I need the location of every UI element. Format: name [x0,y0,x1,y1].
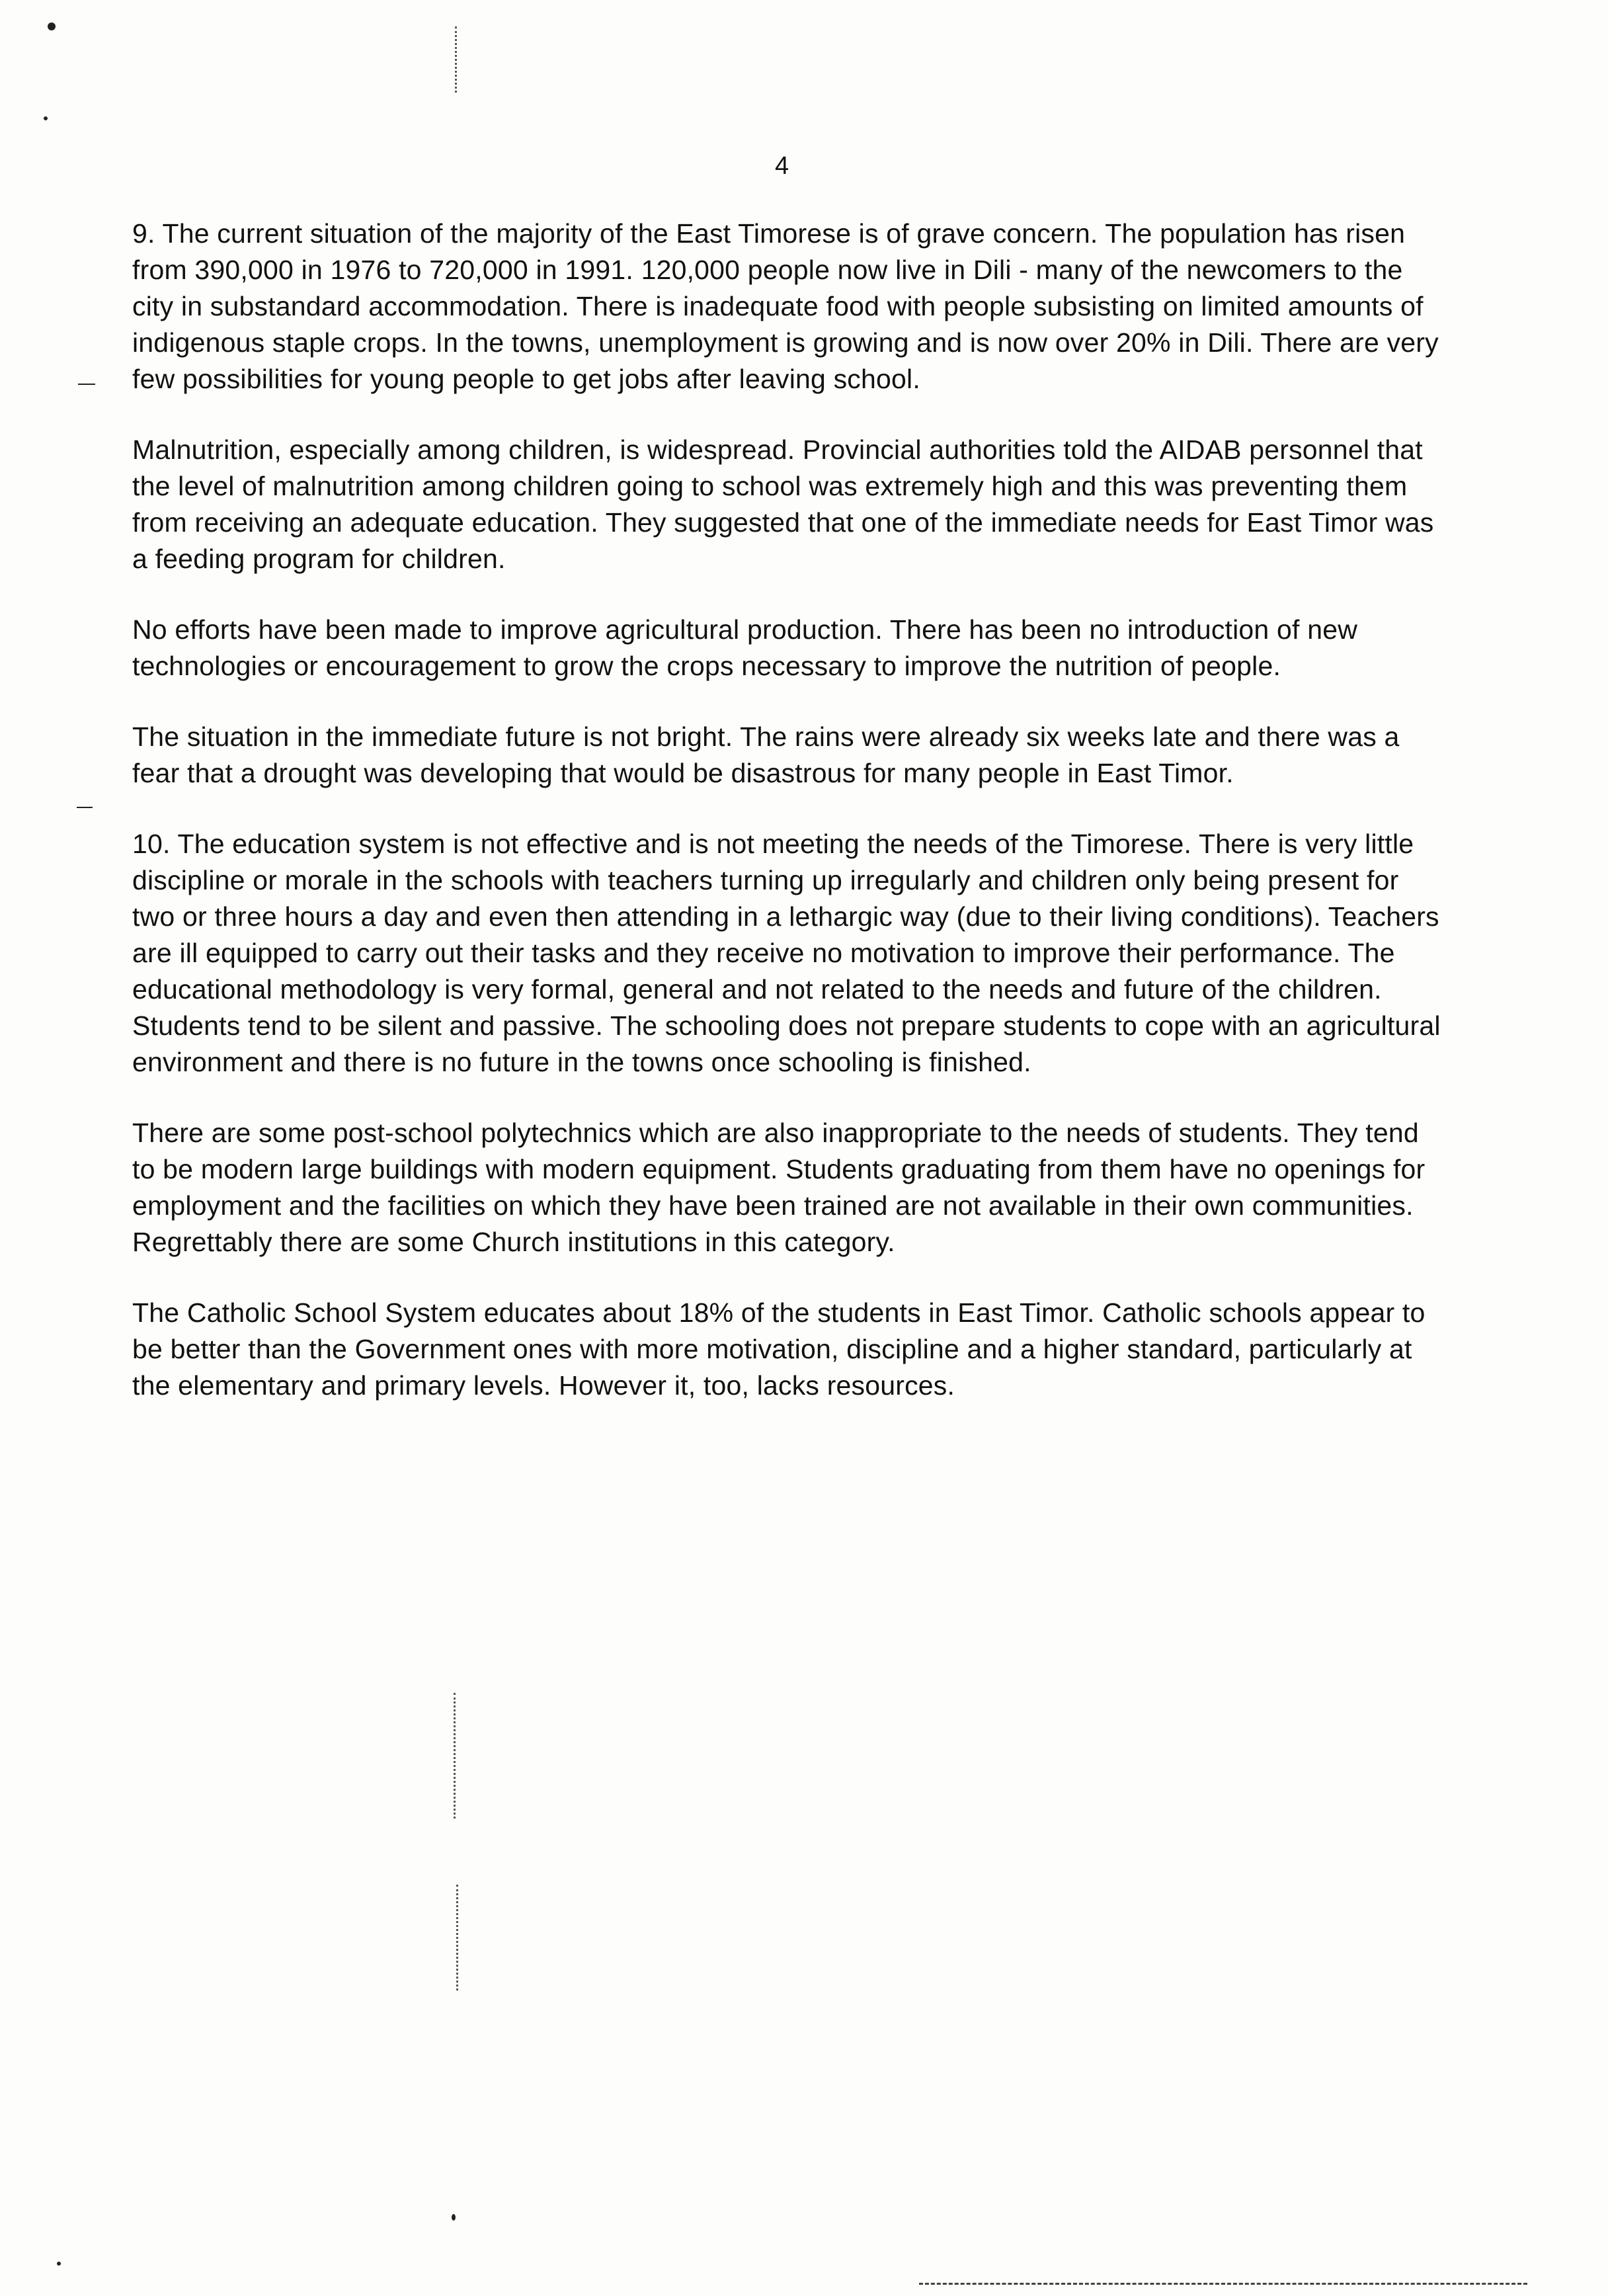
paragraph-agriculture: No efforts have been made to improve agricultural production. There has been no introduction of new technologies or encouragement to grow the crops necessary to improve the nutrition of people. [132,614,1358,681]
scan-fold-line [456,1885,458,1990]
scan-speck [78,384,95,385]
scan-speck [44,116,48,120]
scan-speck [57,2262,61,2266]
paragraph-9: 9. The current situation of the majority of the East Timorese is of grave concern. The population has risen from 390,000 in 1976 to 720,000 in 1991. 120,000 people now live in Dili - many of the newcomers to the city in substandard accommodation. There is inadequate food with people subsisting on limited amounts of indigenous staple crops. In the towns, unemployment is growing and is now over 20% in Dili. There are very few possibilities for young people to get jobs after leaving school. [132,218,1439,394]
scan-fold-line [454,1693,456,1819]
body-text [132,216,1441,1438]
paragraph-catholic-schools: The Catholic School System educates about 18% of the students in East Timor. Catholic schools appear to be better than the Government ones with more motivation, discipline and a higher standard, particularly at the elementary and primary levels. However it, too, lacks resources. [132,1297,1426,1401]
paragraph-outlook: The situation in the immediate future is not bright. The rains were already six weeks late and there was a fear that a drought was developing that would be disastrous for many people in East Timor. [132,721,1400,788]
paragraph-10: 10. The education system is not effective and is not meeting the needs of the Timorese. There is very little discipline or morale in the schools with teachers turning up irregularly and children only being present for two or three hours a day and even then attending in a lethargic way (due to their living conditions). Teachers are ill equipped to carry out their tasks and they receive no motivation to improve their performance. The educational methodology is very formal, general and not related to the needs and future of the children. Students tend to be silent and passive. The schooling does not prepare students to cope with an agricultural environment and there is no future in the towns once schooling is finished. [132,829,1441,1077]
paragraph-malnutrition: Malnutrition, especially among children, is widespread. Provincial authorities told the AIDAB personnel that the level of malnutrition among children going to school was extremely high and this was preventing them from receiving an adequate education. They suggested that one of the immediate needs for East Timor was a feeding program for children. [132,434,1434,574]
scan-fold-line [455,26,457,93]
scan-speck [48,22,56,30]
scan-bottom-marks [919,2283,1527,2285]
page-number: 4 [775,152,789,180]
paragraph-polytechnics: There are some post-school polytechnics which are also inappropriate to the needs of students. They tend to be modern large buildings with modern equipment. Students graduating from them have no openings for employment and the facilities on which they have been trained are not available in their own communities. Regrettably there are some Church institutions in this category. [132,1118,1426,1257]
scan-speck [452,2214,456,2221]
scan-speck [77,807,93,808]
